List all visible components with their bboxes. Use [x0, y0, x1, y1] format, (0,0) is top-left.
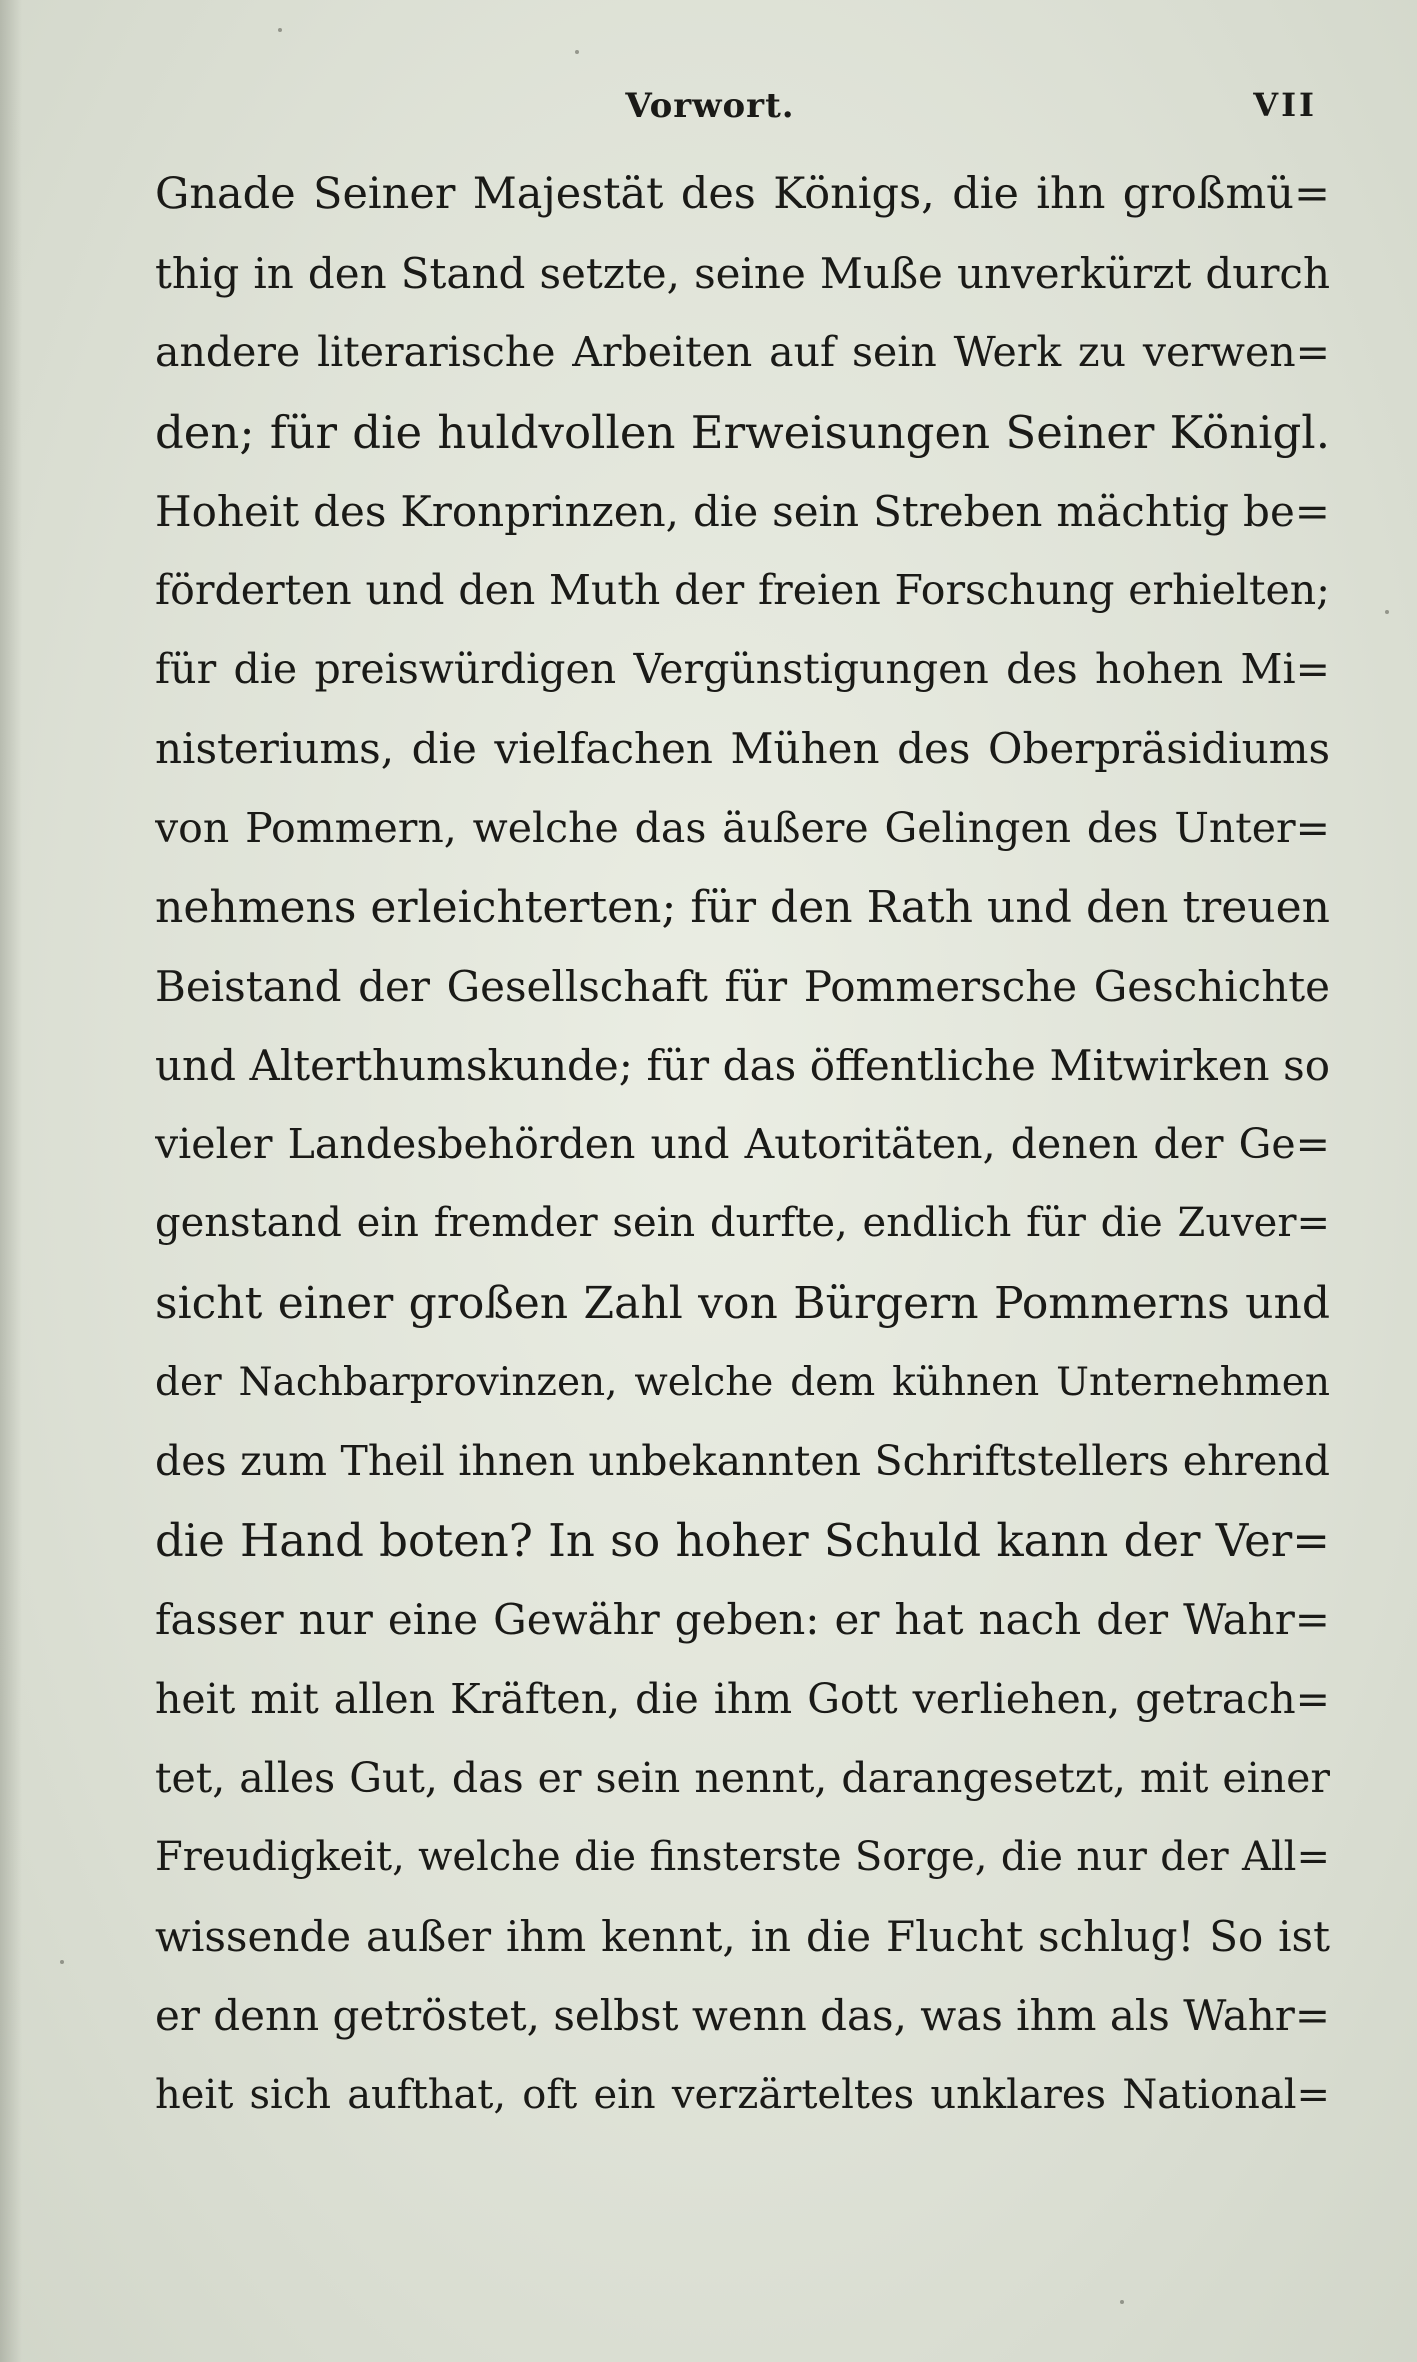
text-line: er denn getröstet, selbst wenn das, was ihm als Wahr=	[155, 1991, 1330, 2041]
text-line: der Nachbarprovinzen, welche dem kühnen Unternehmen	[155, 1359, 1330, 1405]
text-line: den; für die huldvollen Erweisungen Seiner Königl.	[155, 405, 1330, 459]
paper-speck	[278, 28, 282, 32]
paper-speck	[1385, 610, 1389, 614]
text-line: nisteriums, die vielfachen Mühen des Oberpräsidiums	[155, 724, 1330, 774]
text-line: thig in den Stand setzte, seine Muße unverkürzt durch	[155, 249, 1330, 299]
text-line: nehmens erleichterten; für den Rath und den treuen	[155, 881, 1330, 933]
paper-speck	[575, 50, 579, 54]
text-line: heit mit allen Kräften, die ihm Gott verliehen, getrach=	[155, 1674, 1330, 1723]
body-text	[155, 155, 1330, 2135]
page-header	[0, 80, 1417, 140]
text-line: heit sich aufthat, oft ein verzärteltes unklares National=	[155, 2071, 1330, 2118]
text-line: für die preiswürdigen Vergünstigungen des hohen Mi=	[155, 645, 1330, 694]
text-line: tet, alles Gut, das er sein nennt, darangesetzt, mit einer	[155, 1753, 1330, 1802]
text-line: die Hand boten? In so hoher Schuld kann der Ver=	[155, 1514, 1330, 1568]
text-line: und Alterthumskunde; für das öffentliche Mitwirken so	[155, 1041, 1330, 1091]
paper-speck	[60, 1960, 64, 1964]
text-line: Hoheit des Kronprinzen, die sein Streben mächtig be=	[155, 486, 1330, 536]
page-gutter-shadow	[0, 0, 22, 2362]
paper-speck	[1120, 2300, 1124, 2304]
text-line: vieler Landesbehörden und Autoritäten, denen der Ge=	[155, 1120, 1330, 1169]
text-line: von Pommern, welche das äußere Gelingen des Unter=	[155, 803, 1330, 852]
text-line: wissende außer ihm kennt, in die Flucht schlug! So ist	[155, 1912, 1330, 1962]
running-head: Vorwort.	[625, 86, 795, 126]
text-line: des zum Theil ihnen unbekannten Schriftstellers ehrend	[155, 1437, 1330, 1485]
text-line: genstand ein fremder sein durfte, endlich für die Zuver=	[155, 1200, 1330, 1247]
text-line: fasser nur eine Gewähr geben: er hat nach der Wahr=	[155, 1595, 1330, 1645]
text-line: Freudigkeit, welche die finsterste Sorge, die nur der All=	[155, 1833, 1330, 1880]
text-line: sicht einer großen Zahl von Bürgern Pommerns und	[155, 1277, 1330, 1329]
text-line: andere literarische Arbeiten auf sein Werk zu verwen=	[155, 328, 1330, 377]
text-line: Beistand der Gesellschaft für Pommersche Geschichte	[155, 961, 1330, 1011]
text-line: förderten und den Muth der freien Forschung erhielten;	[155, 565, 1330, 614]
page-number: VII	[1253, 86, 1317, 124]
text-line: Gnade Seiner Majestät des Königs, die ihn großmü=	[155, 169, 1330, 219]
